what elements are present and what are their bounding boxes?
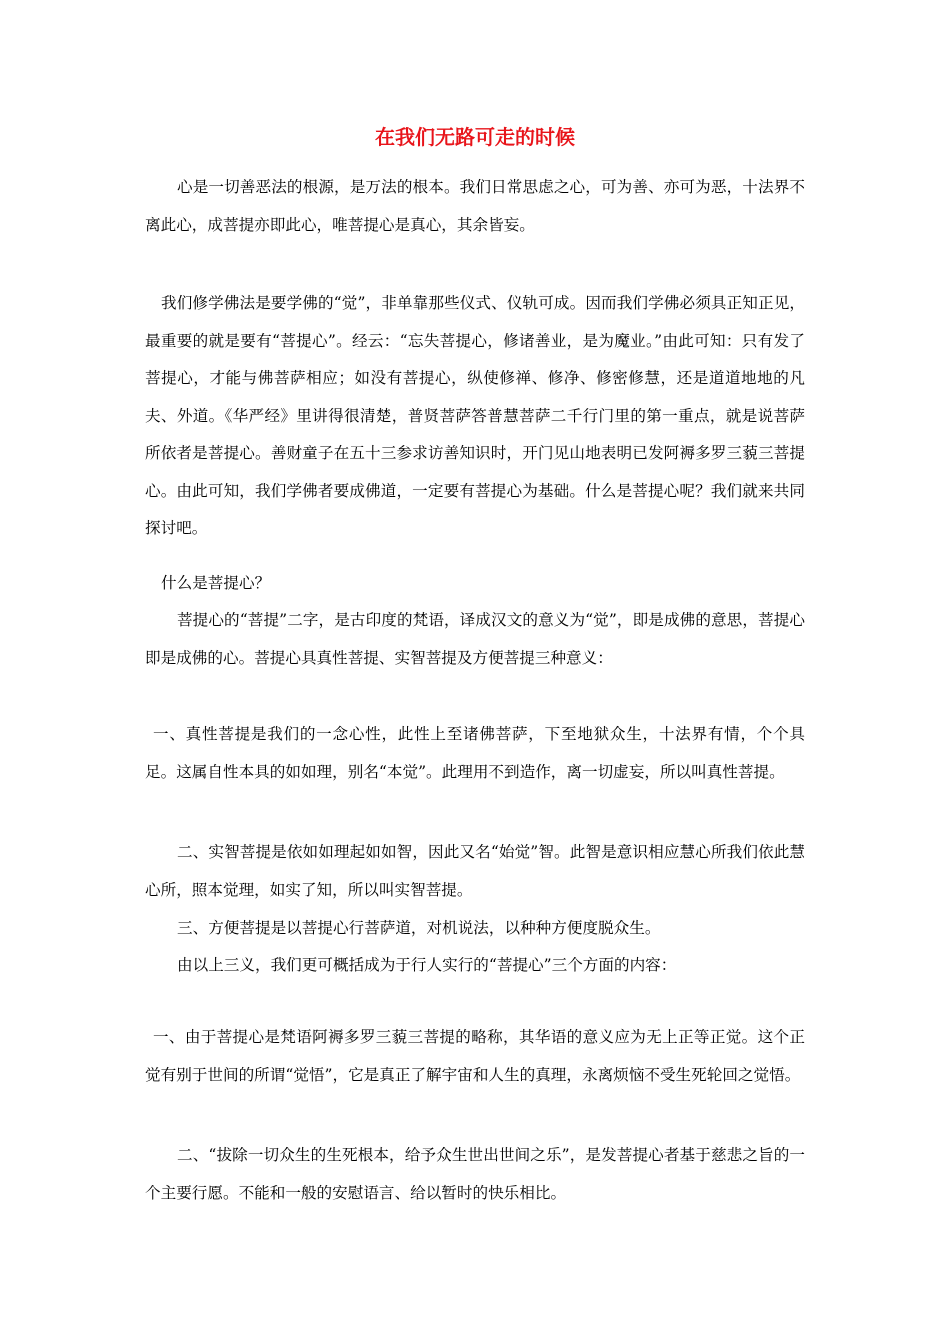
paragraph-10: 二、“拔除一切众生的生死根本，给予众生世出世间之乐”，是发菩提心者基于慈悲之旨的一个主要行愿。不能和一般的安慰语言、给以暂时的快乐相比。 (145, 1146, 805, 1202)
paragraph-9: 一、由于菩提心是梵语阿褥多罗三藐三菩提的略称，其华语的意义应为无上正等正觉。这个正觉有别于世间的所谓“觉悟”，它是真正了解宇宙和人生的真理，永离烦恼不受生死轮回之觉悟。 (145, 1028, 805, 1084)
paragraph-4: 菩提心的“菩提”二字，是古印度的梵语，译成汉文的意义为“觉”，即是成佛的意思，菩提心即是成佛的心。菩提心具真性菩提、实智菩提及方便菩提三种意义： (145, 611, 805, 667)
paragraph-6: 二、实智菩提是依如如理起如如智，因此又名“始觉”智。此智是意识相应慧心所我们依此慧心所，照本觉理，如实了知，所以叫实智菩提。 (145, 843, 805, 899)
paragraph-2: 我们修学佛法是要学佛的“觉”，非单靠那些仪式、仪轨可成。因而我们学佛必须具正知正见，最重要的就是要有“菩提心”。经云：“忘失菩提心，修诸善业，是为魔业。”由此可知：只有发了菩提心，才能与佛菩萨相应；如没有菩提心，纵使修禅、修净、修密修慧，还是道道地地的凡夫、外道。《华严经》里讲得很清楚，普贤菩萨答普慧菩萨二千行门里的第一重点，就是说菩萨所依者是菩提心。善财童子在五十三参求访善知识时，开门见山地表明已发阿褥多罗三藐三菩提心。由此可知，我们学佛者要成佛道，一定要有菩提心为基础。什么是菩提心呢？我们就来共同探讨吧。 (145, 294, 805, 537)
paragraph-7: 三、方便菩提是以菩提心行菩萨道，对机说法，以种种方便度脱众生。 (177, 919, 661, 937)
paragraph-5: 一、真性菩提是我们的一念心性，此性上至诸佛菩萨，下至地狱众生，十法界有情，个个具足。这属自性本具的如如理，别名“本觉”。此理用不到造作，离一切虚妄，所以叫真性菩提。 (145, 725, 805, 781)
paragraph-8: 由以上三义，我们更可概括成为于行人实行的“菩提心”三个方面的内容： (177, 956, 677, 974)
document-title: 在我们无路可走的时候 (375, 125, 575, 149)
paragraph-3: 什么是菩提心？ (161, 574, 271, 592)
paragraph-1: 心是一切善恶法的根源，是万法的根本。我们日常思虑之心，可为善、亦可为恶，十法界不离此心，成菩提亦即此心，唯菩提心是真心，其余皆妄。 (145, 178, 805, 234)
